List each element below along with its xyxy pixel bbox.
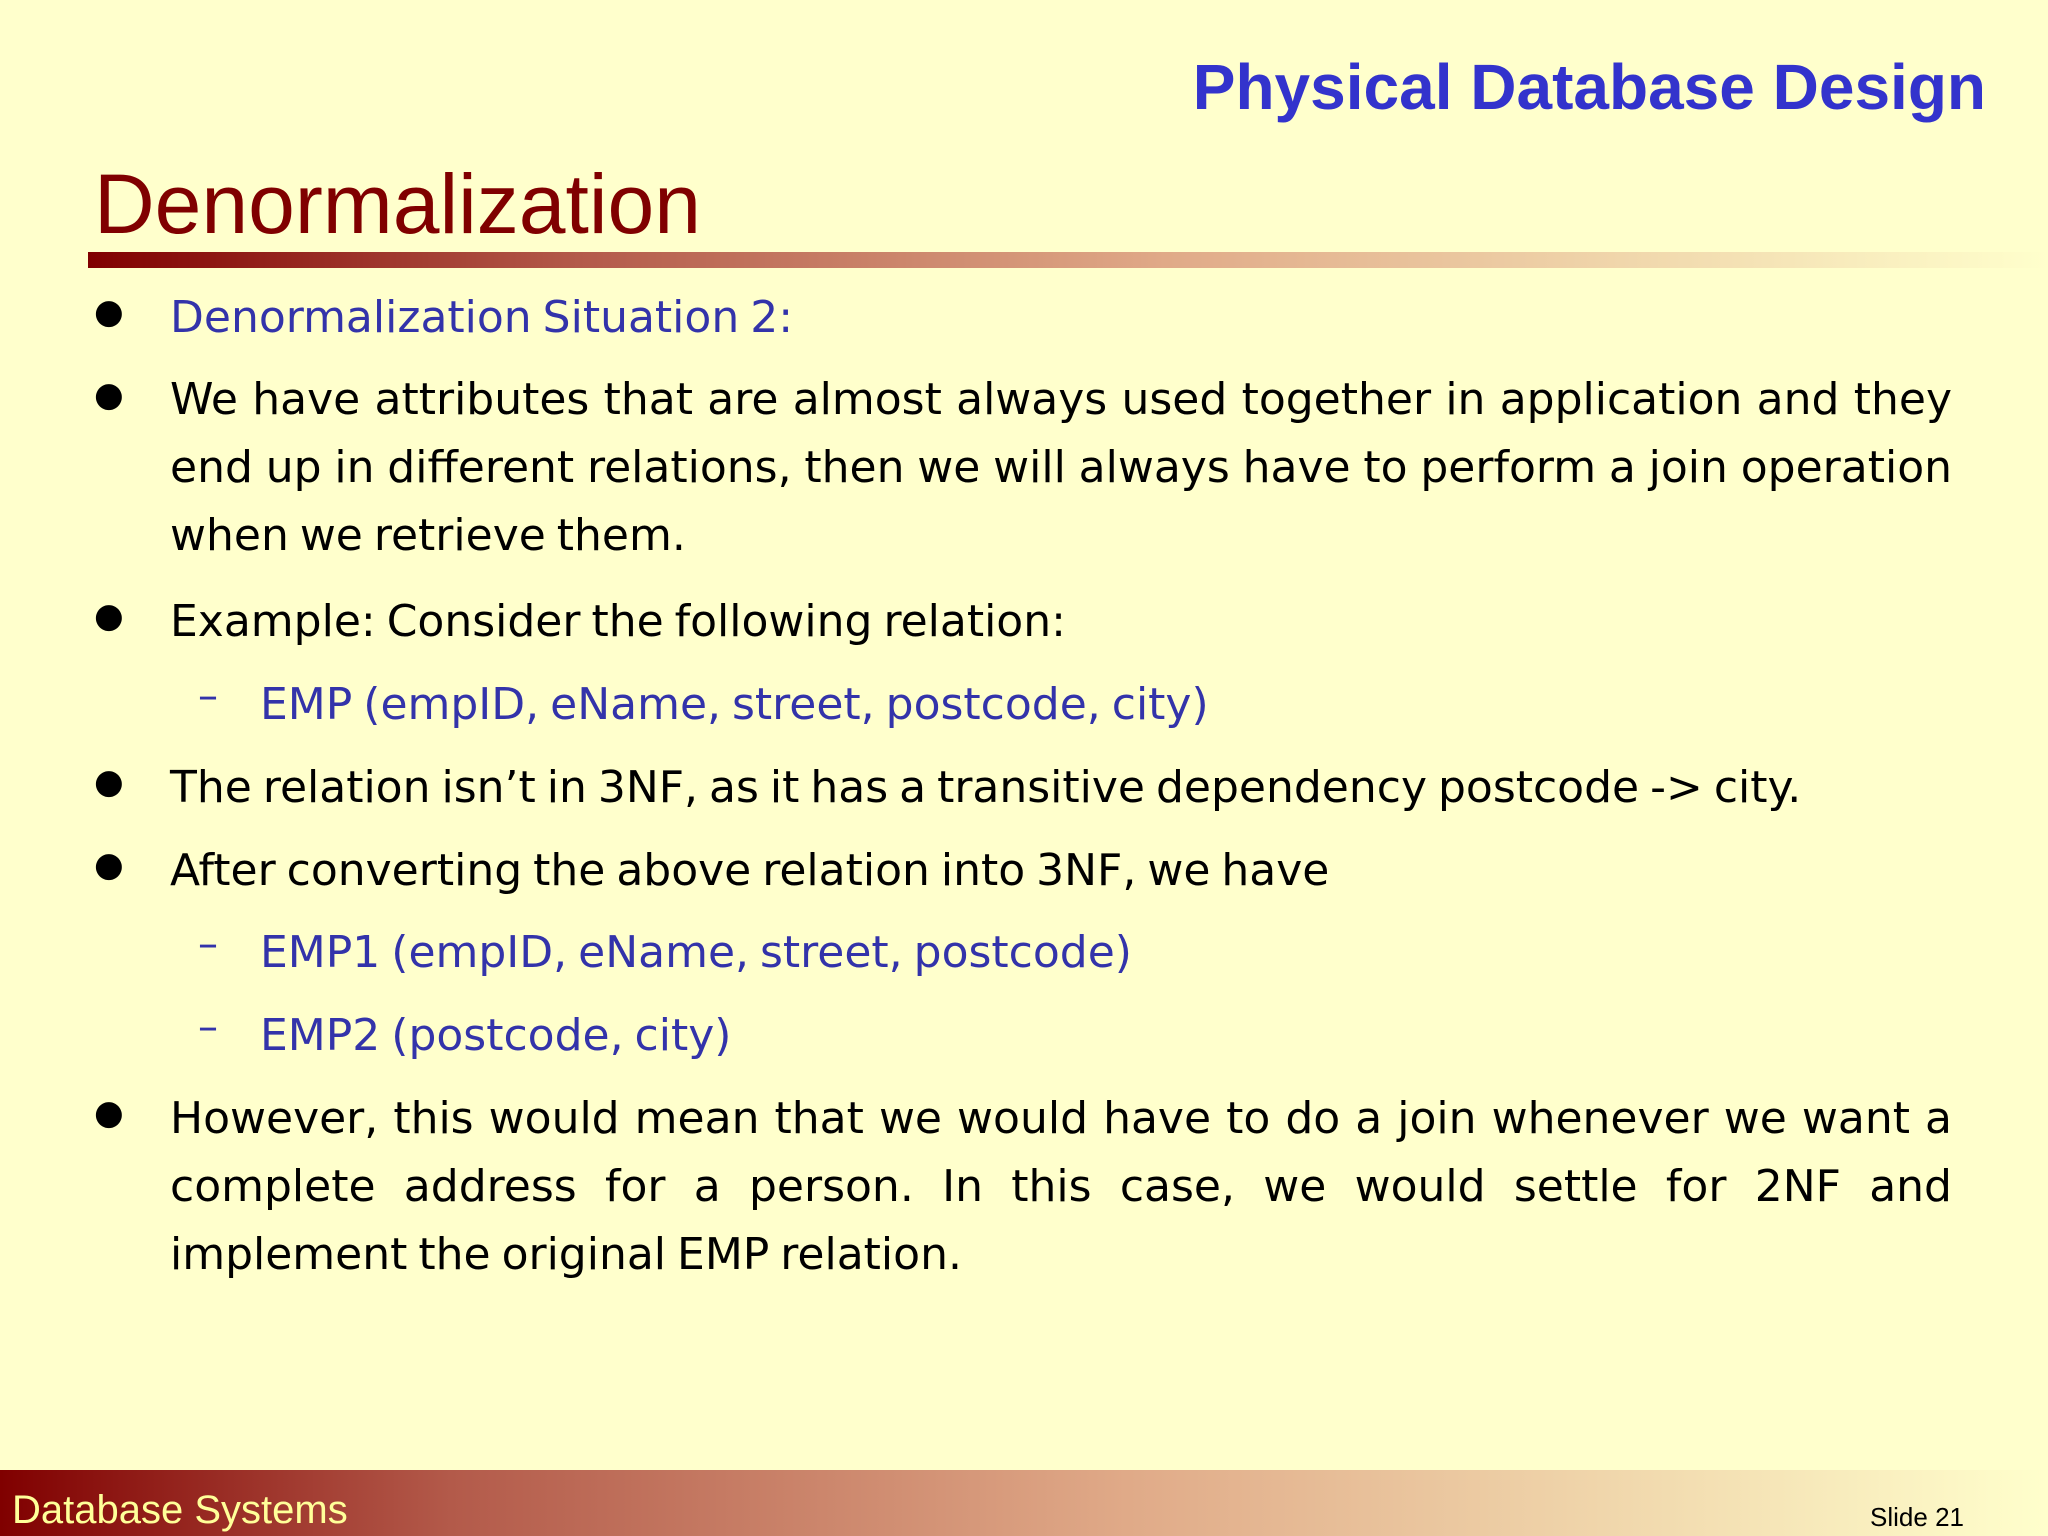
bullet-situation: Denormalization Situation 2: [170, 292, 794, 343]
footer-course-name: Database Systems [12, 1488, 348, 1532]
bullet-icon: ● [94, 292, 124, 332]
sub-emp-relation: EMP (empID, eName, street, postcode, city) [260, 679, 1209, 730]
dash-icon: – [198, 921, 218, 967]
bullet-icon: ● [94, 762, 124, 802]
dash-icon: – [198, 1004, 218, 1050]
bullet-icon: ● [94, 596, 124, 636]
slide-title: Denormalization [94, 157, 701, 251]
dash-icon: – [198, 673, 218, 719]
bullet-example: Example: Consider the following relation: [170, 596, 1066, 647]
bullet-icon: ● [94, 375, 124, 415]
slide-number: Slide 21 [1870, 1502, 1964, 1532]
bullet-transitive: The relation isn’t in 3NF, as it has a transitive dependency postcode -> city. [170, 762, 1802, 813]
title-underline [88, 252, 2048, 268]
bullet-attributes: We have attributes that are almost always used together in application and they end up in different relations, then we will always have to perform a join operation when we retrieve them. [170, 374, 1952, 561]
bullet-icon: ● [94, 845, 124, 885]
bullet-icon: ● [94, 1093, 124, 1133]
bullet-converting: After converting the above relation into 3NF, we have [170, 845, 1330, 896]
sub-emp1-relation: EMP1 (empID, eName, street, postcode) [260, 927, 1132, 978]
sub-emp2-relation: EMP2 (postcode, city) [260, 1010, 732, 1061]
bullet-however: However, this would mean that we would have to do a join whenever we want a complete address for a person. In this case, we would settle for 2NF and implement the original EMP relation. [170, 1093, 1952, 1280]
course-title: Physical Database Design [1192, 51, 1986, 123]
